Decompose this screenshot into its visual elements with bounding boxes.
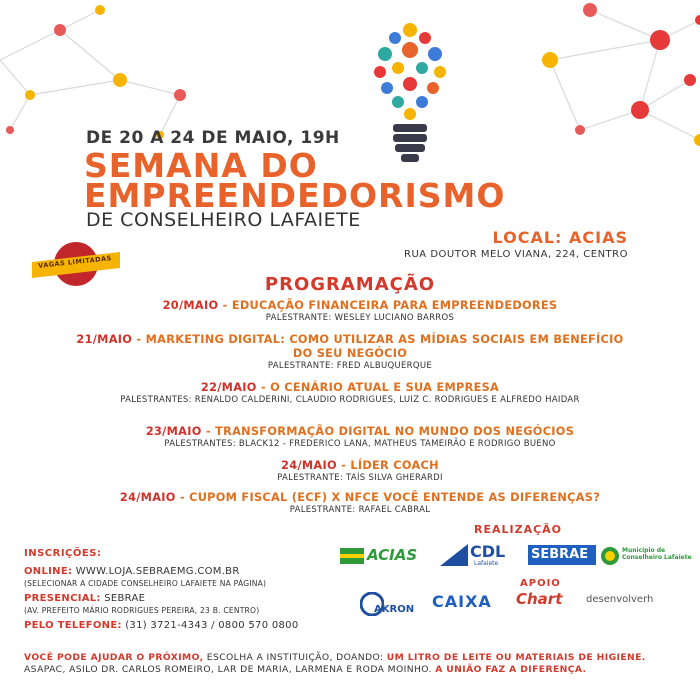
caixa-text: CAIXA [432,592,492,611]
caixa-logo [432,592,512,614]
akron-text: AKRON [374,604,415,615]
phone-value: (31) 3721-4343 / 0800 570 0800 [121,620,299,631]
cdl-logo [440,542,520,568]
item-title: - TRANSFORMAÇÃO DIGITAL NO MUNDO DOS NEGÓCIOS [201,425,575,438]
sebrae-logo [528,545,596,565]
item-speakers: PALESTRANTES: BLACK12 - FREDERICO LANA, MATHEUS TAMEIRÃO E RODRIGO BUENO [164,439,556,449]
city-crest-icon [600,546,620,566]
chart-text: Chart [516,590,563,608]
item-speakers: PALESTRANTE: TAÍS SILVA GHERARDI [277,473,443,483]
footer-part4: ASAPAC, ASILO DR. CARLOS ROMEIRO, LAR DE MARIA, LARMENA E RODA MOINHO. [24,664,436,675]
registration-heading: INSCRIÇÕES: [24,548,102,559]
item-date: 21/MAIO [76,333,133,346]
item-title: - LÍDER COACH [336,459,439,472]
desenvolve-text: desenvolverh [586,594,654,605]
apoio-label: APOIO [520,578,561,589]
cdl-sub: Lafaiete [474,560,499,567]
item-speakers: PALESTRANTE: RAFAEL CABRAL [289,505,431,515]
footer-part2: ESCOLHA A INSTITUIÇÃO, DOANDO: [203,652,387,663]
item-date: 23/MAIO [145,425,202,438]
online-note: (SELECIONAR A CIDADE CONSELHEIRO LAFAIETE NA PÁGINA) [24,579,267,588]
cdl-mark-icon [440,544,468,566]
online-url[interactable]: WWW.LOJA.SEBRAEMG.COM.BR [72,566,240,577]
online-label: ONLINE: [24,566,73,577]
event-title-line1: SEMANA DO [84,146,318,185]
event-address: RUA DOUTOR MELO VIANA, 224, CENTRO [404,249,628,260]
acias-logo [340,545,432,567]
item-speakers: PALESTRANTE: FRED ALBUQUERQUE [267,361,433,371]
footer-part5: A UNIÃO FAZ A DIFERENÇA. [435,664,587,675]
cdl-text: CDL [470,542,506,561]
municipio-logo [600,545,694,567]
desenvolve-logo [586,594,676,612]
item-date: 24/MAIO [119,491,176,504]
acias-mark-icon [340,546,364,566]
lightbulb-icon [365,10,455,168]
item-title: - O CENÁRIO ATUAL E SUA EMPRESA [256,381,500,394]
event-local: LOCAL: ACIAS [492,228,628,247]
footer-part3: UM LITRO DE LEITE OU MATERIAIS DE HIGIENE. [386,652,646,663]
event-title-line2: EMPREENDEDORISMO [84,176,506,215]
akron-logo [360,590,426,620]
municipio-text: Município de Conselheiro Lafaiete [622,547,692,561]
presencial-note: (AV. PREFEITO MÁRIO RODRIGUES PEREIRA, 23 B. CENTRO) [24,606,260,615]
realizacao-label: REALIZAÇÃO [474,523,563,536]
footer-part1: VOCÊ PODE AJUDAR O PRÓXIMO, [24,652,204,663]
program-heading: PROGRAMAÇÃO [264,274,436,295]
badge-label: VAGAS LIMITADAS [37,254,113,270]
registration-phone [24,620,299,631]
item-title: - EDUCAÇÃO FINANCEIRA PARA EMPREENDEDORES [218,299,558,312]
program-item [70,333,630,372]
item-title: - CUPOM FISCAL (ECF) X NFCE VOCÊ ENTENDE AS DIFERENÇAS? [175,491,601,504]
chart-logo [516,590,586,614]
item-date: 24/MAIO [281,459,337,472]
program-item [60,459,660,484]
item-speakers: PALESTRANTES: RENALDO CALDERINI, CLAUDIO RODRIGUES, LUIZ C. RODRIGUES E ALFREDO HAIDAR [120,395,580,405]
item-date: 20/MAIO [162,299,219,312]
presencial-label: PRESENCIAL: [24,593,101,604]
program-item [80,381,620,406]
footer-message [24,652,680,676]
event-city: DE CONSELHEIRO LAFAIETE [86,209,361,231]
item-speakers: PALESTRANTE: WESLEY LUCIANO BARROS [265,313,455,323]
item-date: 22/MAIO [200,381,257,394]
program-item [60,425,660,450]
acias-text: ACIAS [367,546,418,564]
presencial-value: SEBRAE [100,593,146,604]
sebrae-text: SEBRAE [531,547,589,562]
program-item [60,299,660,324]
program-item [60,491,660,516]
registration-presencial [24,593,145,604]
registration-online [24,566,240,577]
phone-label: PELO TELEFONE: [24,620,122,631]
item-title: - MARKETING DIGITAL: COMO UTILIZAR AS MÍDIAS SOCIAIS EM BENEFÍCIO DO SEU NEGÓCIO [132,333,624,360]
event-dates: DE 20 A 24 DE MAIO, 19H [86,128,340,148]
